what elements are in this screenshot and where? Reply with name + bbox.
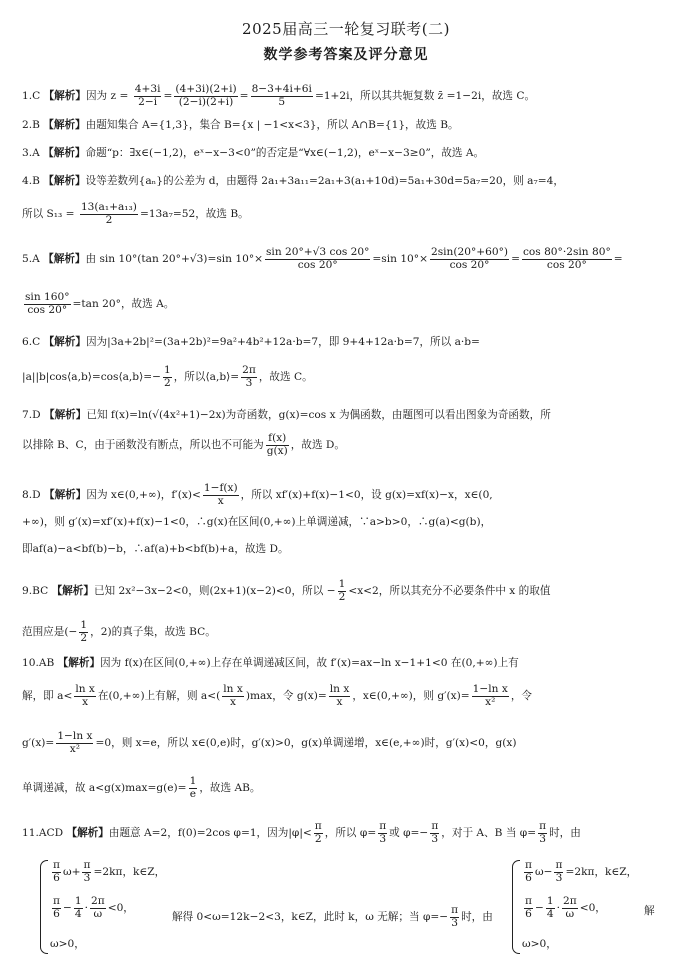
answer-7: [22, 409, 551, 422]
answer-text: =sin 10°×: [372, 253, 428, 266]
answer-2: [22, 119, 459, 132]
answer-text: 命题“p：∃x∈(−1,2)，eˣ−x−3<0”的否定是“∀x∈(−1,2)，eˣ−x−3≥0”，故选 A。: [85, 147, 485, 159]
system-line: $\frac{\pi}{6}$ − $\frac{1}{4}$ · $\frac{2\pi}{\omega}$ <0，: [525, 895, 606, 920]
answer-text: ，故选 AB。: [199, 782, 261, 795]
right-brace: [512, 860, 520, 954]
answer-4-line-2: [22, 202, 249, 226]
analysis-tag: 【解析】: [43, 119, 86, 131]
system-line: $\frac{\pi}{6}$ ω− $\frac{\pi}{3}$ =2kπ，k∈Z，: [525, 859, 638, 884]
answer-text: 由 sin 10°(tan 20°+√3)=sin 10°×: [85, 253, 263, 266]
system-line: ω>0，: [522, 938, 557, 950]
answer-text: 在(0,+∞)上有解，则 a<(: [97, 690, 221, 703]
answer-text: 即af(a)−a<bf(b)−b，∴af(a)+b<bf(b)+a，故选 D。: [22, 543, 289, 555]
answer-6-line-2: [22, 365, 313, 389]
system-line: ω>0，: [50, 938, 85, 950]
answer-text: 或 φ=−: [389, 827, 429, 840]
answer-text: 因为 f(x)在区间(0,+∞)上存在单调递减区间，故 f′(x)=ax−ln x−1+1<0 在(0,+∞)上有: [100, 657, 519, 669]
fraction: $\frac{\text{13(a₁+a₁₃)}}{2}$: [80, 201, 137, 226]
analysis-tag: 【解析】: [43, 90, 86, 103]
fraction: $\frac{\sin 160^\circ}{\cos 20^\circ}$: [25, 291, 70, 316]
analysis-tag: 【解析】: [43, 336, 86, 348]
answer-text: ，故选 D。: [290, 439, 346, 452]
analysis-tag: 【解析】: [43, 147, 86, 159]
answer-6: [22, 336, 480, 349]
fraction: $\frac{(4+3i)(2+i)}{(2-i)(2+i)}$: [175, 83, 237, 108]
answer-3: [22, 147, 484, 160]
system-line: $\frac{\pi}{6}$ − $\frac{1}{4}$ · $\frac{2\pi}{\omega}$ <0，: [53, 895, 134, 920]
answer-text: 已知 f(x)=ln(√(4x²+1)−2x)为奇函数，g(x)=cos x 为偶函数，由题图可以看出图象为奇函数，所: [86, 409, 551, 421]
answer-8-line-3: [22, 543, 289, 556]
answer-number: 6.C: [22, 336, 41, 348]
answer-text: <x<2，所以其充分不必要条件中 x 的取值: [348, 585, 551, 598]
answer-8-line-2: [22, 516, 491, 529]
analysis-tag: 【解析】: [43, 253, 86, 266]
answer-number: 5.A: [22, 253, 40, 266]
answer-4: [22, 175, 564, 188]
answer-11-end: 解: [644, 905, 655, 917]
system-line: $\frac{\pi}{6}$ ω+ $\frac{\pi}{3}$ =2kπ，k∈Z，: [53, 859, 166, 884]
answer-10: [22, 657, 519, 670]
answer-10-line-3: [22, 731, 516, 755]
answer-text: 单调递减，故 a<g(x)max=g(e)=: [22, 782, 187, 795]
fraction: $\frac{2\sin(20^\circ+60^\circ)}{\cos 20^\circ}$: [430, 246, 509, 271]
answer-9: [22, 579, 550, 603]
answer-11-middle: 解得 0<ω=12k−2<3，k∈Z，此时 k，ω 无解；当 φ=− $\frac{\pi}{3}$ 时，由: [172, 904, 493, 929]
analysis-tag: 【解析】: [51, 585, 94, 598]
answer-text: ，所以 φ=: [324, 827, 377, 840]
analysis-tag: 【解析】: [43, 489, 87, 502]
answer-text: 因为 x∈(0,+∞)，f′(x)<: [86, 489, 201, 502]
answer-text: =1+2i，所以其共轭复数 z̄ =1−2i，故选 C。: [314, 90, 536, 103]
fraction: $\frac{1-f(x)}{x}$: [203, 482, 238, 507]
answer-number: 11.ACD: [22, 827, 64, 840]
answer-number: 1.C: [22, 90, 41, 103]
answer-number: 8.D: [22, 489, 41, 502]
answer-number: 3.A: [22, 147, 40, 159]
answer-text: ，所以 xf′(x)+f(x)−1<0，设 g(x)=xf(x)−x，x∈(0,: [240, 489, 493, 502]
fraction: $\frac{\text{1−ln x}}{\text{x²}}$: [57, 730, 93, 755]
fraction: $\frac{1}{2}$: [338, 578, 346, 603]
answer-number: 2.B: [22, 119, 40, 131]
answer-text: 由题意 A=2，f(0)=2cos φ=1，因为|φ|<: [108, 827, 312, 840]
answer-text: +∞)，则 g′(x)=xf′(x)+f(x)−1<0，∴g(x)在区间(0,+∞)上单调递减，∵a>b>0，∴g(a)<g(b)，: [22, 516, 492, 528]
answer-number: 10.AB: [22, 657, 55, 669]
analysis-tag: 【解析】: [43, 409, 87, 421]
answer-text: ，x∈(0,+∞)，则 g′(x)=: [352, 690, 470, 703]
answer-text: 范围应是(−: [22, 626, 78, 639]
answer-7-line-2: [22, 433, 345, 457]
fraction: $\frac{8-3+4i+6i}{5}$: [251, 83, 312, 108]
answer-text: )max，令 g(x)=: [245, 690, 327, 703]
fraction: $\frac{\pi}{2}$: [314, 820, 322, 845]
answer-text: =tan 20°，故选 A。: [72, 298, 175, 311]
answer-text: 由题知集合 A={1,3}，集合 B={x | −1<x<3}，所以 A∩B={1}，故选 B。: [85, 119, 459, 131]
fraction: $\frac{\text{ln x}}{x}$: [75, 683, 95, 708]
fraction: $\frac{\pi}{3}$: [539, 820, 547, 845]
fraction: $\frac{1}{2}$: [163, 364, 171, 389]
page-title: 2025届高三一轮复习联考(二): [242, 20, 450, 38]
answer-10-line-4: [22, 776, 261, 800]
answer-text: g′(x)=: [22, 737, 55, 750]
answer-text: 因为|3a+2b|²=(3a+2b)²=9a²+4b²+12a·b=7，即 9+4+12a·b=7，所以 a·b=: [85, 336, 480, 348]
answer-10-line-2: [22, 684, 532, 708]
answer-8: [22, 483, 493, 507]
fraction: $\frac{\cos 80^\circ\cdot 2\sin 80^\circ}{\cos 20^\circ}$: [522, 246, 611, 271]
answer-text: 所以 S₁₃ =: [22, 208, 75, 221]
answer-text: 以排除 B、C，由于函数没有断点，所以也不可能为: [22, 439, 264, 452]
fraction: $\frac{\sin 20^\circ+√3 \cos 20^\circ}{\cos 20^\circ}$: [266, 246, 370, 271]
left-brace: [40, 860, 48, 954]
answer-11: [22, 821, 581, 845]
answer-1: 1.C 【解析】因为 z = $\frac{4+3i}{2-i}$ = $\frac{(4+3i)(2+i)}{(2-i)(2+i)}$ = $\frac{8-3+4i+6i}{5}$ =1+2i，所以其共轭复数 z̄ =1−2i，故选 C。: [22, 83, 536, 108]
answer-5-line-2: [22, 292, 174, 316]
answer-text: 已知 2x²−3x−2<0，则(2x+1)(x−2)<0，所以 −: [93, 585, 336, 598]
fraction: $\frac{\text{ln x}}{x}$: [329, 683, 350, 708]
answer-text: =13a₇=52，故选 B。: [139, 208, 249, 221]
answer-5: 5.A 【解析】由 sin 10°(tan 20°+√3)=sin 10°× $\frac{\sin 20^\circ+√3 \cos 20^\circ}{\cos 20^\circ}$ =sin 10°× $\frac{2\sin(20^\circ+60^\circ)}{\cos 20^\circ}$ = $\frac{\cos 80^\circ\cdot 2\sin 80^\circ}{\cos 20^\circ}$ =: [22, 246, 623, 271]
fraction: $\frac{\text{ln x}}{x}$: [223, 683, 243, 708]
fraction: $\frac{f(x)}{g(x)}$: [266, 432, 288, 457]
page-subtitle: 数学参考答案及评分意见: [263, 47, 429, 63]
answer-text: |a||b|cos⟨a,b⟩=cos⟨a,b⟩=−: [22, 371, 161, 384]
answer-number: 4.B: [22, 175, 40, 187]
answer-text: 因为 z =: [85, 90, 129, 103]
fraction: $\frac{1}{2}$: [80, 619, 88, 644]
answer-text: 时，由: [549, 827, 581, 840]
analysis-tag: 【解析】: [57, 657, 101, 669]
answer-text: =0，则 x=e，所以 x∈(0,e)时，g′(x)>0，g(x)单调递增，x∈(e,+∞)时，g′(x)<0，g(x): [95, 737, 517, 750]
fraction: $\frac{2\pi}{3}$: [242, 364, 256, 389]
answer-text: 设等差数列{aₙ}的公差为 d，由题得 2a₁+3a₁₁=2a₁+3(a₁+10d)=5a₁+30d=5a₇=20，则 a₇=4，: [85, 175, 564, 187]
fraction: $\frac{4+3i}{2-i}$: [134, 83, 161, 108]
analysis-tag: 【解析】: [43, 175, 86, 187]
answer-text: ，所以⟨a,b⟩=: [173, 371, 240, 384]
fraction: $\frac{\pi}{3}$: [431, 820, 439, 845]
answer-number: 9.BC: [22, 585, 49, 598]
answer-text: ，故选 C。: [258, 371, 313, 384]
fraction: $\frac{1}{e}$: [189, 775, 197, 800]
answer-number: 7.D: [22, 409, 41, 421]
fraction: $\frac{\pi}{3}$: [379, 820, 387, 845]
analysis-tag: 【解析】: [66, 827, 109, 840]
answer-text: ，令: [510, 690, 533, 703]
fraction: $\frac{\text{1−ln x}}{\text{x²}}$: [472, 683, 508, 708]
answer-text: ，2)的真子集，故选 BC。: [90, 626, 216, 639]
answer-text: 解，即 a<: [22, 690, 73, 703]
answer-text: ，对于 A、B 当 φ=: [441, 827, 537, 840]
answer-9-line-2: [22, 620, 216, 644]
